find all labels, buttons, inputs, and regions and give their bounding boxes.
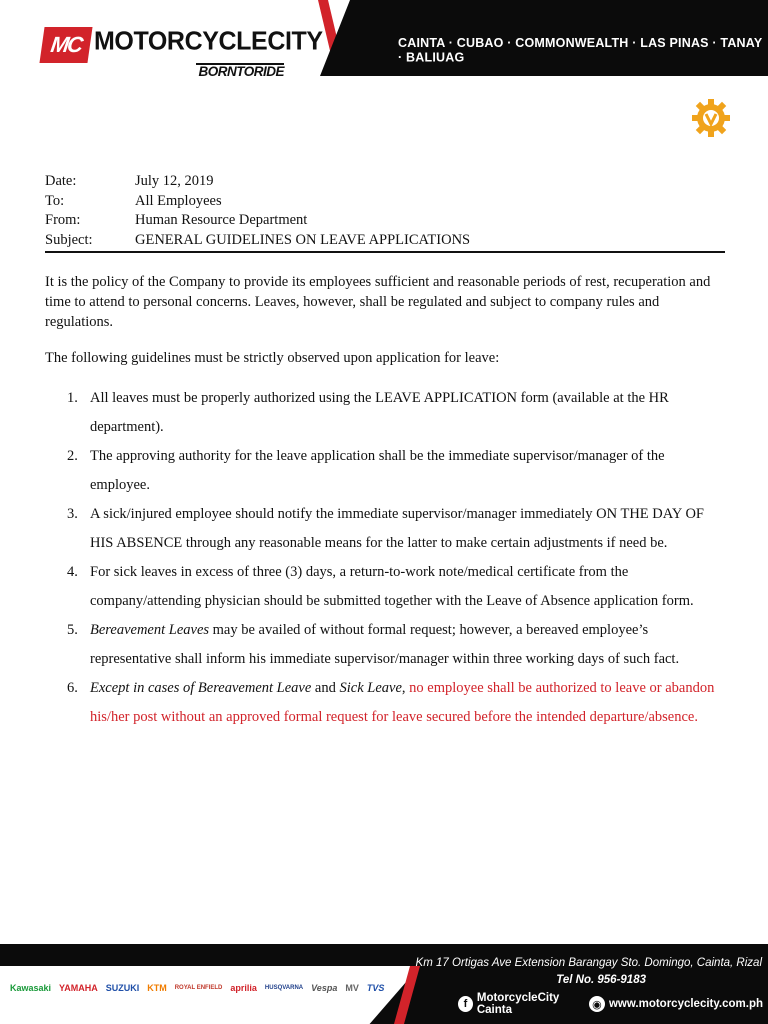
list-item: 2. The approving authority for the leave application shall be the immediate supervisor/manager of the employee. <box>67 448 665 493</box>
kawasaki-logo: Kawasaki <box>10 983 52 993</box>
motorcyclecity-logo-mark: MC <box>39 27 92 63</box>
to-label: To: <box>45 192 65 209</box>
globe-icon: ◉ <box>589 996 605 1012</box>
date-label: Date: <box>45 173 77 189</box>
from-label: From: <box>45 212 81 228</box>
vespa-logo: Vespa <box>311 983 338 993</box>
brand-logos <box>10 968 384 1008</box>
facebook-link[interactable]: f MotorcycleCity Cainta <box>458 992 589 1016</box>
list-item: 6. Except in cases of Bereavement Leave and Sick Leave, no employee shall be authorized to leave or abandon his/her post without an approved formal request for leave secured before the intended departure/absence. <box>67 680 715 725</box>
list-item: 3. A sick/injured employee should notify the immediate supervisor/manager immediately ON THE DAY OF HIS ABSENCE through any reasonable means for the latter to make certain adjustments if need be. <box>67 506 704 551</box>
memo-from-row <box>45 211 725 231</box>
guidelines-list <box>45 384 725 732</box>
brand-tagline: BORNTORIDE <box>196 63 284 79</box>
gear-logo-caption <box>683 145 739 151</box>
subject-label: Subject: <box>45 231 93 248</box>
letterhead <box>0 0 768 95</box>
branch-list: CAINTA · CUBAO · COMMONWEALTH · LAS PINAS · TANAY · BALIUAG <box>398 35 763 65</box>
brand-name: MOTORCYCLECITY <box>94 26 323 56</box>
company-tel: Tel No. 956-9183 <box>556 974 646 986</box>
list-item: 1. All leaves must be properly authorized using the LEAVE APPLICATION form (available at the HR department). <box>67 390 669 435</box>
list-item: 4. For sick leaves in excess of three (3) days, a return-to-work note/medical certificate from the company/attending physician should be submitted together with the Leave of Absence application form. <box>67 564 694 609</box>
tvs-logo: TVS <box>366 983 385 993</box>
royal-enfield-logo: ROYAL ENFIELD <box>174 985 223 991</box>
facebook-icon: f <box>458 996 473 1012</box>
company-address-block <box>416 955 762 989</box>
yamaha-logo: YAMAHA <box>59 983 98 993</box>
date-value: July 12, 2019 <box>135 173 214 189</box>
warning-text: no employee shall be authorized to leave or abandon his/her post without an approved formal request for leave secured before the intended departure/absence. <box>90 680 715 725</box>
list-item: 5. Bereavement Leaves may be availed of without formal request; however, a bereaved employee’s representative shall inform his immediate supervisor/manager within three working days of such fact. <box>67 622 680 667</box>
memo-header <box>45 172 725 250</box>
aprilia-logo: aprilia <box>230 983 257 993</box>
from-value: Human Resource Department <box>135 212 308 228</box>
husqvarna-logo: HUSQVARNA <box>264 985 304 991</box>
company-address: Km 17 Ortigas Ave Extension Barangay Sto. Domingo, Cainta, Rizal <box>415 957 762 969</box>
mv-agusta-logo: MV <box>345 983 359 993</box>
ktm-logo: KTM <box>147 983 167 993</box>
subject-value: GENERAL GUIDELINES ON LEAVE APPLICATIONS <box>135 231 471 248</box>
website-link[interactable]: ◉ www.motorcyclecity.com.ph <box>589 996 763 1012</box>
memo-subject-row <box>45 231 725 251</box>
policy-paragraph: It is the policy of the Company to provide its employees sufficient and reasonable periods of rest, recuperation and time to attend to personal concerns. Leaves, however, shall be regulated and subject to company rules and regulations. <box>45 274 711 330</box>
to-value: All Employees <box>135 192 222 209</box>
memo-date-row <box>45 172 725 192</box>
guidelines-intro: The following guidelines must be strictly observed upon application for leave: <box>45 350 500 366</box>
suzuki-logo: SUZUKI <box>105 983 140 993</box>
contact-row <box>458 992 763 1016</box>
memo-to-row <box>45 192 725 212</box>
memo-divider <box>45 251 725 253</box>
